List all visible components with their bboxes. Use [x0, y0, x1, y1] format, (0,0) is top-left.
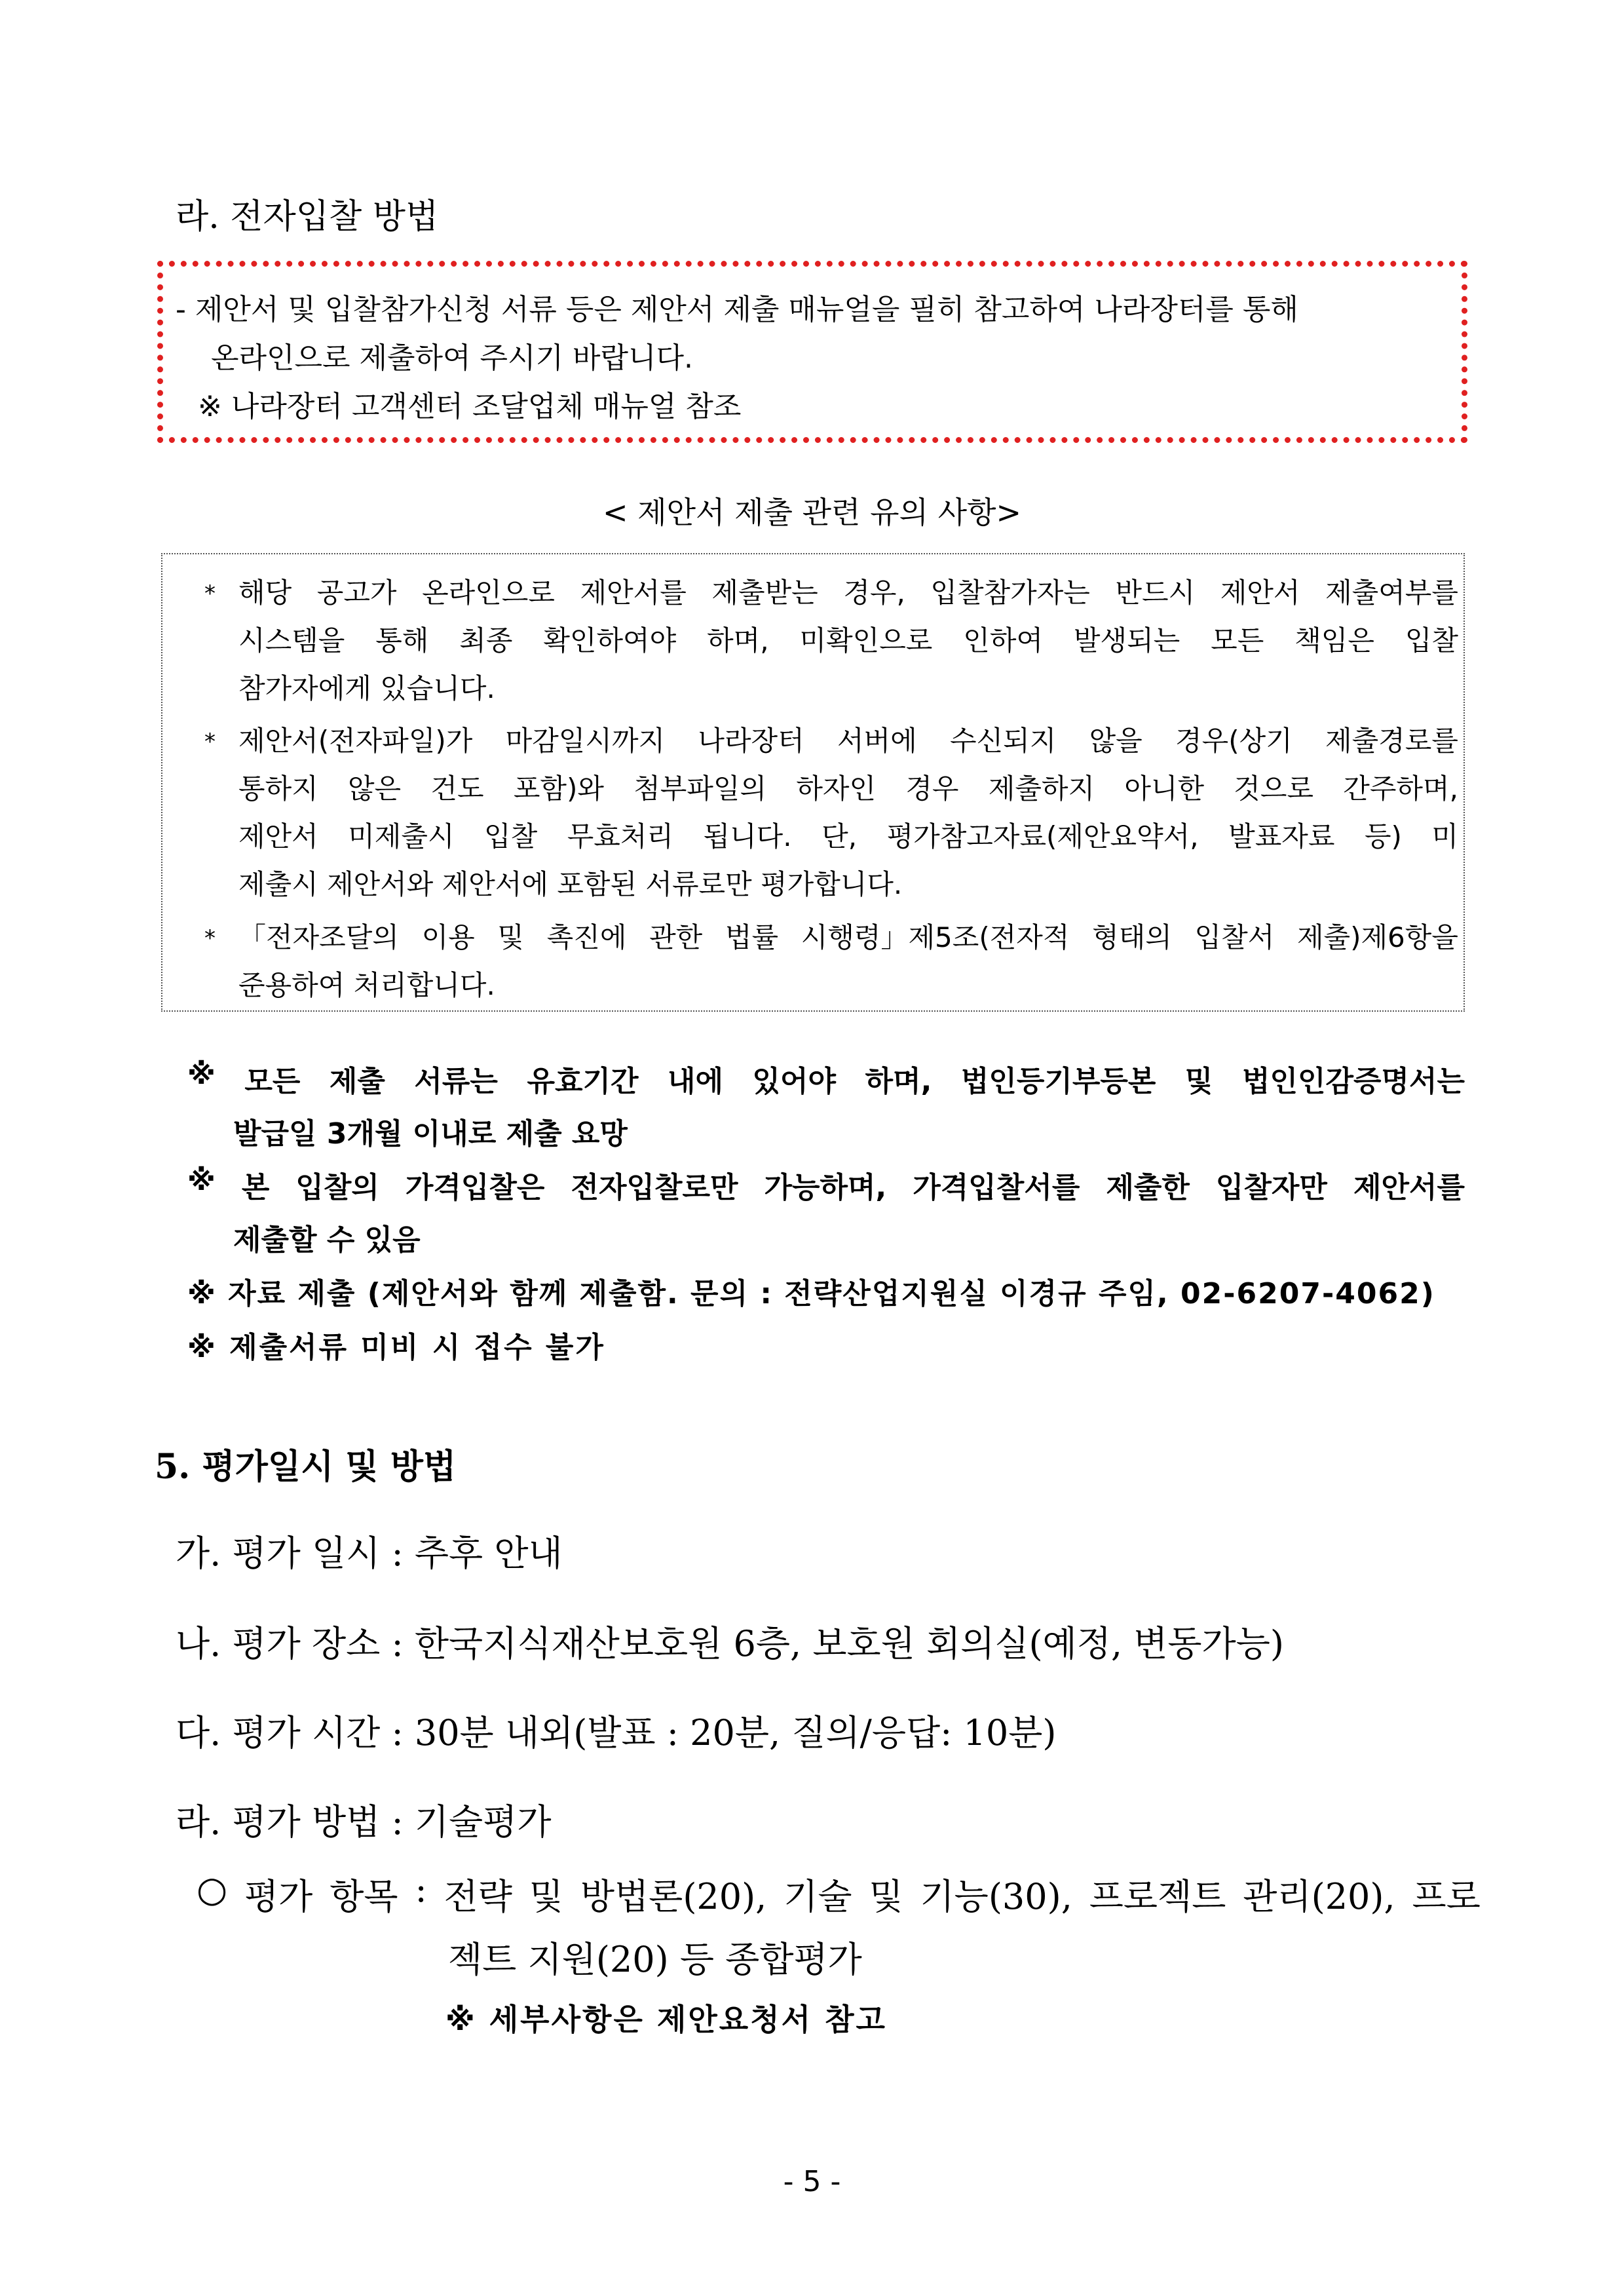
bold-note-2-line-1: ※ 본 입찰의 가격입찰은 전자입찰로만 가능하며, 가격입찰서를 제출한 입찰자만 제안서를	[187, 1164, 1465, 1204]
note-2-line-1: 제안서(전자파일)가 마감일시까지 나라장터 서버에 수신되지 않을 경우(상기 제출경로를	[238, 725, 1458, 757]
note-3-line-2: 준용하여 처리합니다.	[238, 969, 495, 1001]
bold-note-4: ※ 제출서류 미비 시 접수 불가	[187, 1331, 605, 1364]
section-heading-ra: 라. 전자입찰 방법	[176, 197, 439, 237]
bold-note-3: ※ 자료 제출 (제안서와 함께 제출함. 문의 : 전략산업지원실 이경규 주임, 02-6207-4062)	[187, 1277, 1435, 1311]
notice-line-3: ※ 나라장터 고객센터 조달업체 매뉴얼 참조	[198, 390, 742, 423]
eval-duration: 다. 평가 시간 : 30분 내외(발표 : 20분, 질의/응답: 10분)	[176, 1712, 1057, 1753]
notice-line-2: 온라인으로 제출하여 주시기 바랍니다.	[211, 341, 694, 375]
note-1-line-2: 시스템을 통해 최종 확인하여야 하며, 미확인으로 인하여 발생되는 모든 책임은 입찰	[238, 624, 1458, 657]
bold-note-1-line-2: 발급일 3개월 이내로 제출 요망	[233, 1117, 628, 1151]
eval-items-line-1: ○ 평가 항목 : 전략 및 방법론(20), 기술 및 기능(30), 프로젝트 관리(20), 프로	[197, 1869, 1481, 1917]
note-2-line-2: 통하지 않은 건도 포함)와 첨부파일의 하자인 경우 제출하지 아니한 것으로 간주하며,	[238, 773, 1458, 805]
bold-note-1-line-1: ※ 모든 제출 서류는 유효기간 내에 있어야 하며, 법인등기부등본 및 법인인감증명서는	[187, 1058, 1465, 1098]
section-5-heading: 5. 평가일시 및 방법	[155, 1447, 457, 1487]
note-1-line-3: 참가자에게 있습니다.	[238, 672, 495, 704]
note-1-line-1: 해당 공고가 온라인으로 제안서를 제출받는 경우, 입찰참가자는 반드시 제안서 제출여부를	[238, 577, 1458, 609]
note-bullet: *	[204, 925, 216, 951]
eval-date: 가. 평가 일시 : 추후 안내	[176, 1533, 563, 1574]
note-2-line-4: 제출시 제안서와 제안서에 포함된 서류로만 평가합니다.	[238, 868, 903, 900]
note-2-line-3: 제안서 미제출시 입찰 무효처리 됩니다. 단, 평가참고자료(제안요약서, 발표자료 등) 미	[238, 820, 1458, 852]
eval-detail-note: ※ 세부사항은 제안요청서 참고	[445, 2002, 887, 2037]
notice-line-1: - 제안서 및 입찰참가신청 서류 등은 제안서 제출 매뉴얼을 필히 참고하여 나라장터를 통해	[176, 293, 1298, 326]
note-3-line-1: 「전자조달의 이용 및 촉진에 관한 법률 시행령」제5조(전자적 형태의 입찰서 제출)제6항을	[238, 921, 1458, 953]
eval-location: 나. 평가 장소 : 한국지식재산보호원 6층, 보호원 회의실(예정, 변동가능)	[176, 1623, 1284, 1664]
eval-method: 라. 평가 방법 : 기술평가	[176, 1801, 552, 1843]
note-bullet: *	[204, 729, 216, 755]
notes-title: < 제안서 제출 관련 유의 사항>	[603, 495, 1021, 530]
eval-items-line-2: 젝트 지원(20) 등 종합평가	[448, 1939, 862, 1980]
page-number: - 5 -	[783, 2165, 841, 2198]
bold-note-2-line-2: 제출할 수 있음	[233, 1223, 421, 1257]
note-bullet: *	[204, 581, 216, 607]
